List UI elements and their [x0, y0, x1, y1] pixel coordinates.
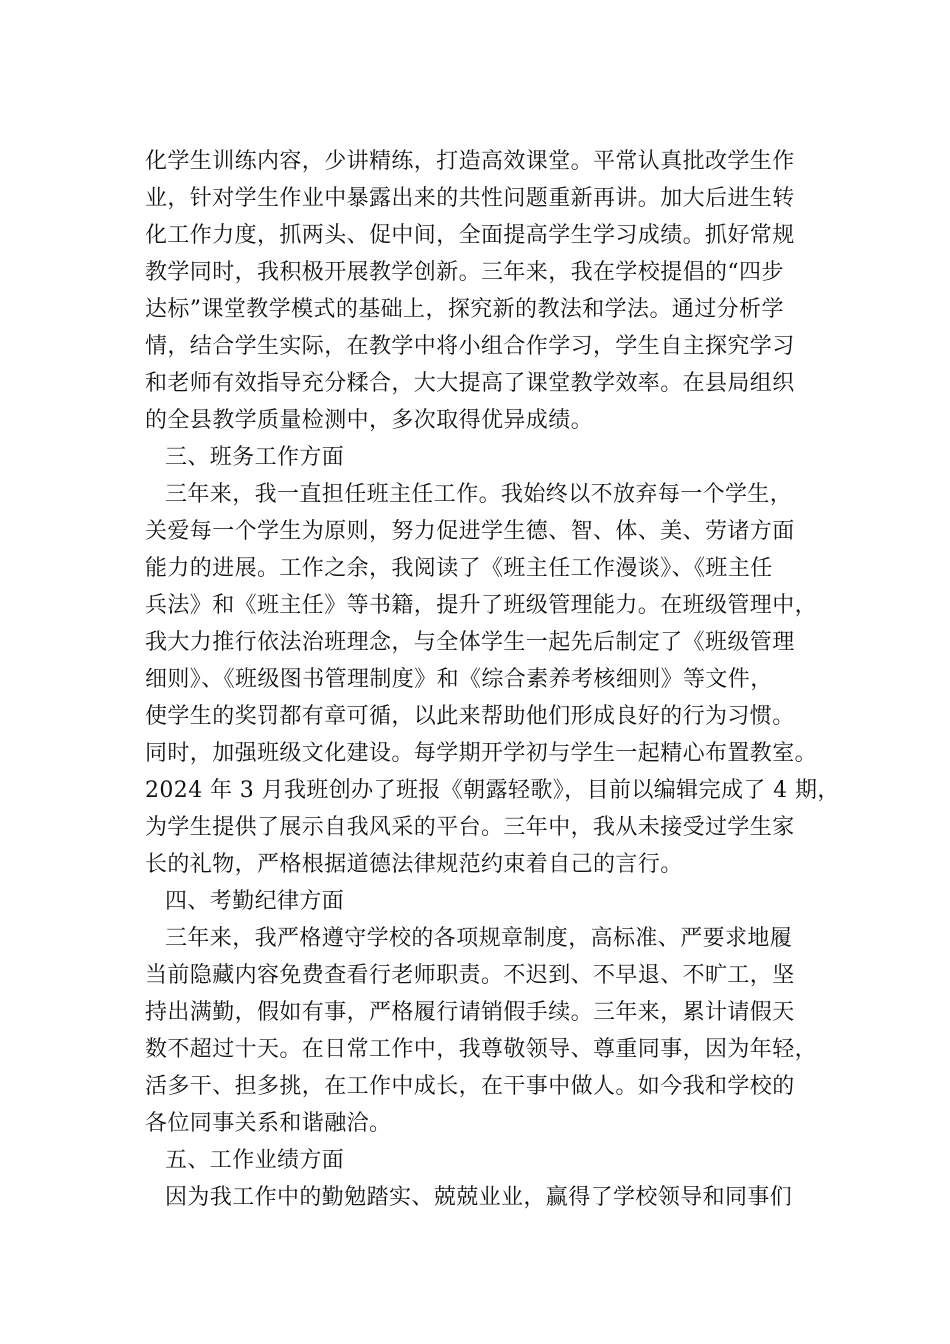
section-heading: 五、工作业绩方面 [165, 1148, 345, 1173]
paragraph-line: 情，结合学生实际，在教学中将小组合作学习，学生自主探究学习 [145, 334, 795, 359]
paragraph-line: 持出满勤，假如有事，严格履行请销假手续。三年来，累计请假天 [145, 1000, 795, 1025]
paragraph-line: 因为我工作中的勤勉踏实、兢兢业业，赢得了学校领导和同事们 [165, 1185, 793, 1210]
paragraph-line: 各位同事关系和谐融洽。 [145, 1111, 392, 1136]
section-heading: 四、考勤纪律方面 [165, 889, 345, 914]
paragraph-line: 兵法》和《班主任》等书籍，提升了班级管理能力。在班级管理中， [145, 593, 818, 618]
paragraph-line: 和老师有效指导充分糅合，大大提高了课堂教学效率。在县局组织 [145, 371, 795, 396]
paragraph-line: 达标”课堂教学模式的基础上，探究新的教法和学法。通过分析学 [145, 297, 784, 322]
paragraph-line: 同时，加强班级文化建设。每学期开学初与学生一起精心布置教室。 [145, 741, 818, 766]
paragraph-line: 关爱每一个学生为原则，努力促进学生德、智、体、美、劳诸方面 [145, 519, 795, 544]
paragraph-line: 当前隐藏内容免费查看行老师职责。不迟到、不早退、不旷工，坚 [145, 963, 795, 988]
paragraph-line: 业，针对学生作业中暴露出来的共性问题重新再讲。加大后进生转 [145, 186, 795, 211]
paragraph-line: 活多干、担多挑，在工作中成长，在干事中做人。如今我和学校的 [145, 1074, 795, 1099]
paragraph-line: 使学生的奖罚都有章可循，以此来帮助他们形成良好的行为习惯。 [145, 704, 795, 729]
paragraph-line: 三年来，我一直担任班主任工作。我始终以不放弃每一个学生， [165, 482, 793, 507]
paragraph-line: 数不超过十天。在日常工作中，我尊敬领导、尊重同事，因为年轻， [145, 1037, 818, 1062]
section-heading: 三、班务工作方面 [165, 445, 345, 470]
paragraph-line: 化工作力度，抓两头、促中间，全面提高学生学习成绩。抓好常规 [145, 223, 795, 248]
paragraph-line: 化学生训练内容，少讲精练，打造高效课堂。平常认真批改学生作 [145, 149, 795, 174]
paragraph-line: 我大力推行依法治班理念，与全体学生一起先后制定了《班级管理 [145, 630, 795, 655]
paragraph-line: 能力的进展。工作之余，我阅读了《班主任工作漫谈》、《班主任 [145, 556, 773, 581]
paragraph-line: 三年来，我严格遵守学校的各项规章制度，高标准、严要求地履 [165, 926, 793, 951]
paragraph-line: 2024 年 3 月我班创办了班报《朝露轻歌》，目前以编辑完成了 4 期， [145, 778, 840, 803]
paragraph-line: 教学同时，我积极开展教学创新。三年来，我在学校提倡的“四步 [145, 260, 784, 285]
paragraph-line: 细则》、《班级图书管理制度》和《综合素养考核细则》等文件， [145, 667, 773, 692]
paragraph-line: 为学生提供了展示自我风采的平台。三年中，我从未接受过学生家 [145, 815, 795, 840]
paragraph-line: 的全县教学质量检测中，多次取得优异成绩。 [145, 408, 594, 433]
paragraph-line: 长的礼物，严格根据道德法律规范约束着自己的言行。 [145, 852, 683, 877]
